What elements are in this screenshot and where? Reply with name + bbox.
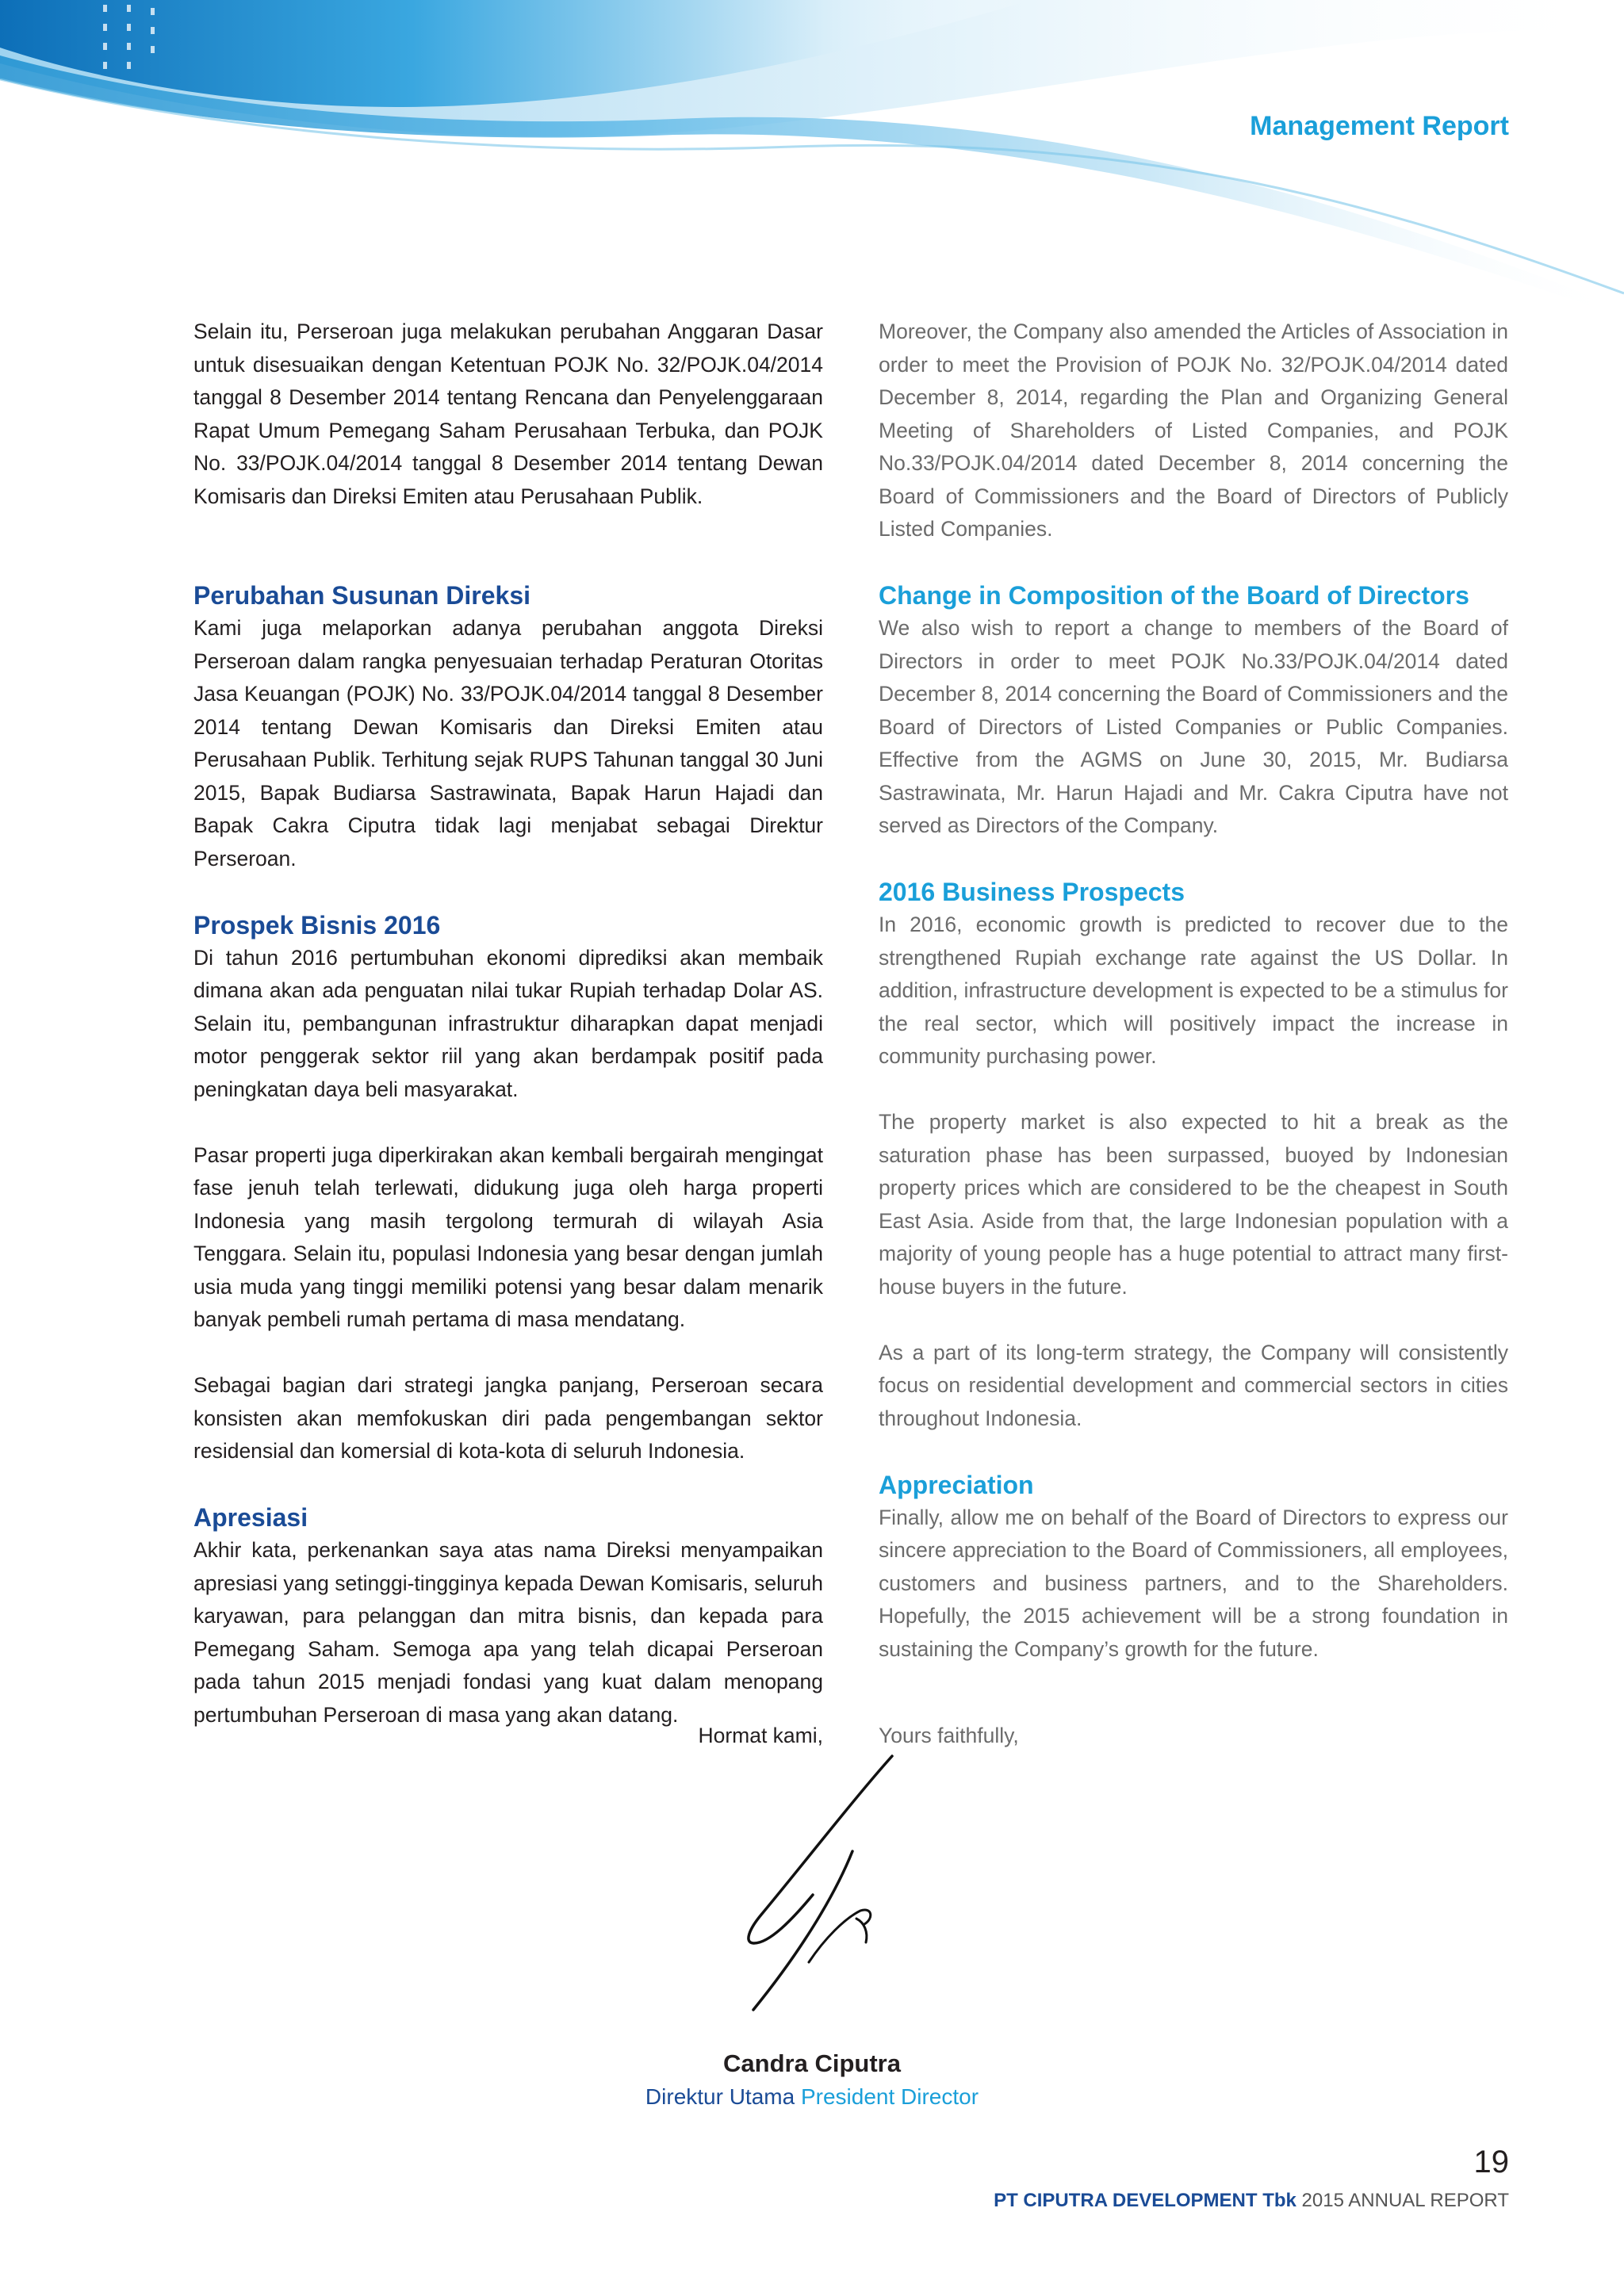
signature-image xyxy=(737,1748,920,2018)
header-wave-decoration xyxy=(0,0,1624,333)
heading-appreciation-en: Appreciation xyxy=(879,1470,1034,1499)
footer-company: PT CIPUTRA DEVELOPMENT Tbk xyxy=(994,2190,1297,2211)
heading-appreciation-id: Apresiasi xyxy=(193,1503,308,1532)
signer-block xyxy=(0,2049,1624,2110)
footer-report-title xyxy=(994,2190,1509,2212)
heading-prospects-en: 2016 Business Prospects xyxy=(879,878,1185,906)
intro-paragraph-id: Selain itu, Perseroan juga melakukan perubahan Anggaran Dasar untuk disesuaikan dengan Ketentuan POJK No. 32/POJK.04/2014 tanggal 8 Desember 2014 tentang Rencana dan Penyelenggaraan Rapat Umum Pemegang Saham Perusahaan Terbuka, dan POJK No. 33/POJK.04/2014 tanggal 8 Desember 2014 tentang Dewan Komisaris dan Direksi Emiten atau Perusahaan Publik. xyxy=(193,320,823,508)
directors-paragraph-id: Kami juga melaporkan adanya perubahan anggota Direksi Perseroan dalam rangka penyesuaian terhadap Peraturan Otoritas Jasa Keuangan (POJK) No. 33/POJK.04/2014 tanggal 8 Desember 2014 tentang Dewan Komisaris dan Direksi Emiten atau Perusahaan Publik. Terhitung sejak RUPS Tahunan tanggal 30 Juni 2015, Bapak Budiarsa Sastrawinata, Bapak Harun Hajadi dan Bapak Cakra Ciputra tidak lagi menjabat sebagai Direktur Perseroan. xyxy=(193,616,823,871)
right-column-english xyxy=(879,316,1508,1666)
prospects-paragraph-1-en: In 2016, economic growth is predicted to recover due to the strengthened Rupiah exchange rate against the US Dollar. In addition, infrastructure development is expected to be a stimulus for the real sector, which will positively impact the increase in community purchasing power. xyxy=(879,913,1508,1068)
page-number: 19 xyxy=(1473,2145,1509,2179)
appreciation-paragraph-id: Akhir kata, perkenankan saya atas nama Direksi menyampaikan apresiasi yang setinggi-tingginya kepada Dewan Komisaris, seluruh karyawan, para pelanggan dan mitra bisnis, dan kepada para Pemegang Saham. Semoga apa yang telah dicapai Perseroan pada tahun 2015 menjadi fondasi yang kuat dalam menopang pertumbuhan Perseroan di masa yang akan datang. xyxy=(193,1538,823,1727)
footer-report: 2015 ANNUAL REPORT xyxy=(1301,2190,1509,2211)
prospects-paragraph-1-id: Di tahun 2016 pertumbuhan ekonomi diprediksi akan membaik dimana akan ada penguatan nilai tukar Rupiah terhadap Dolar AS. Selain itu, pembangunan infrastruktur diharapkan dapat menjadi motor penggerak sektor riil yang akan berdampak positif pada peningkatan daya beli masyarakat. xyxy=(193,945,823,1101)
directors-paragraph-en: We also wish to report a change to members of the Board of Directors in order to meet POJK No.33/POJK.04/2014 dated December 8, 2014 concerning the Board of Commissioners and the Board of Directors of Listed Companies or Public Companies. Effective from the AGMS on June 30, 2015, Mr. Budiarsa Sastrawinata, Mr. Harun Hajadi and Mr. Cakra Ciputra have not served as Directors of the Company. xyxy=(879,616,1508,837)
closing-en: Yours faithfully, xyxy=(879,1724,1019,1747)
prospects-paragraph-2-id: Pasar properti juga diperkirakan akan kembali bergairah mengingat fase jenuh telah terlewati, didukung juga oleh harga properti Indonesia yang masih tergolong termurah di wilayah Asia Tenggara. Selain itu, populasi Indonesia yang besar dengan jumlah usia muda yang tinggi memiliki potensi yang besar dalam menarik banyak pembeli rumah pertama di masa mendatang. xyxy=(193,1142,823,1331)
heading-prospects-id: Prospek Bisnis 2016 xyxy=(193,910,441,939)
prospects-paragraph-3-en: As a part of its long-term strategy, the Company will consistently focus on residential development and commercial sectors in cities throughout Indonesia. xyxy=(879,1340,1508,1430)
signer-title xyxy=(0,2084,1624,2110)
closing-id: Hormat kami, xyxy=(698,1724,823,1747)
prospects-paragraph-3-id: Sebagai bagian dari strategi jangka panjang, Perseroan secara konsisten akan memfokuskan diri pada pengembangan sektor residensial dan komersial di kota-kota di seluruh Indonesia. xyxy=(193,1373,823,1463)
left-column-indonesian xyxy=(193,316,823,1732)
signer-title-en: President Director xyxy=(800,2084,979,2109)
heading-directors-en: Change in Composition of the Board of Directors xyxy=(879,581,1469,610)
appreciation-paragraph-en: Finally, allow me on behalf of the Board of Directors to express our sincere appreciation to the Board of Commissioners, all employees, customers and business partners, and to the Shareholders. Hopefully, the 2015 achievement will be a strong foundation in sustaining the Company’s growth for the future. xyxy=(879,1505,1508,1661)
intro-paragraph-en: Moreover, the Company also amended the Articles of Association in order to meet the Provision of POJK No. 32/POJK.04/2014 dated December 8, 2014, regarding the Plan and Organizing General Meeting of Shareholders of Listed Companies, and POJK No.33/POJK.04/2014 dated December 8, 2014 concerning the Board of Commissioners and the Board of Directors of Publicly Listed Companies. xyxy=(879,320,1508,541)
signer-name: Candra Ciputra xyxy=(723,2049,901,2077)
section-label: Management Report xyxy=(1250,111,1509,141)
prospects-paragraph-2-en: The property market is also expected to hit a break as the saturation phase has been surpassed, buoyed by Indonesian property prices which are considered to be the cheapest in South East Asia. Aside from that, the large Indonesian population with a majority of young people has a huge potential to attract many first-house buyers in the future. xyxy=(879,1110,1508,1299)
heading-directors-id: Perubahan Susunan Direksi xyxy=(193,581,531,610)
signer-title-id: Direktur Utama xyxy=(645,2084,795,2109)
